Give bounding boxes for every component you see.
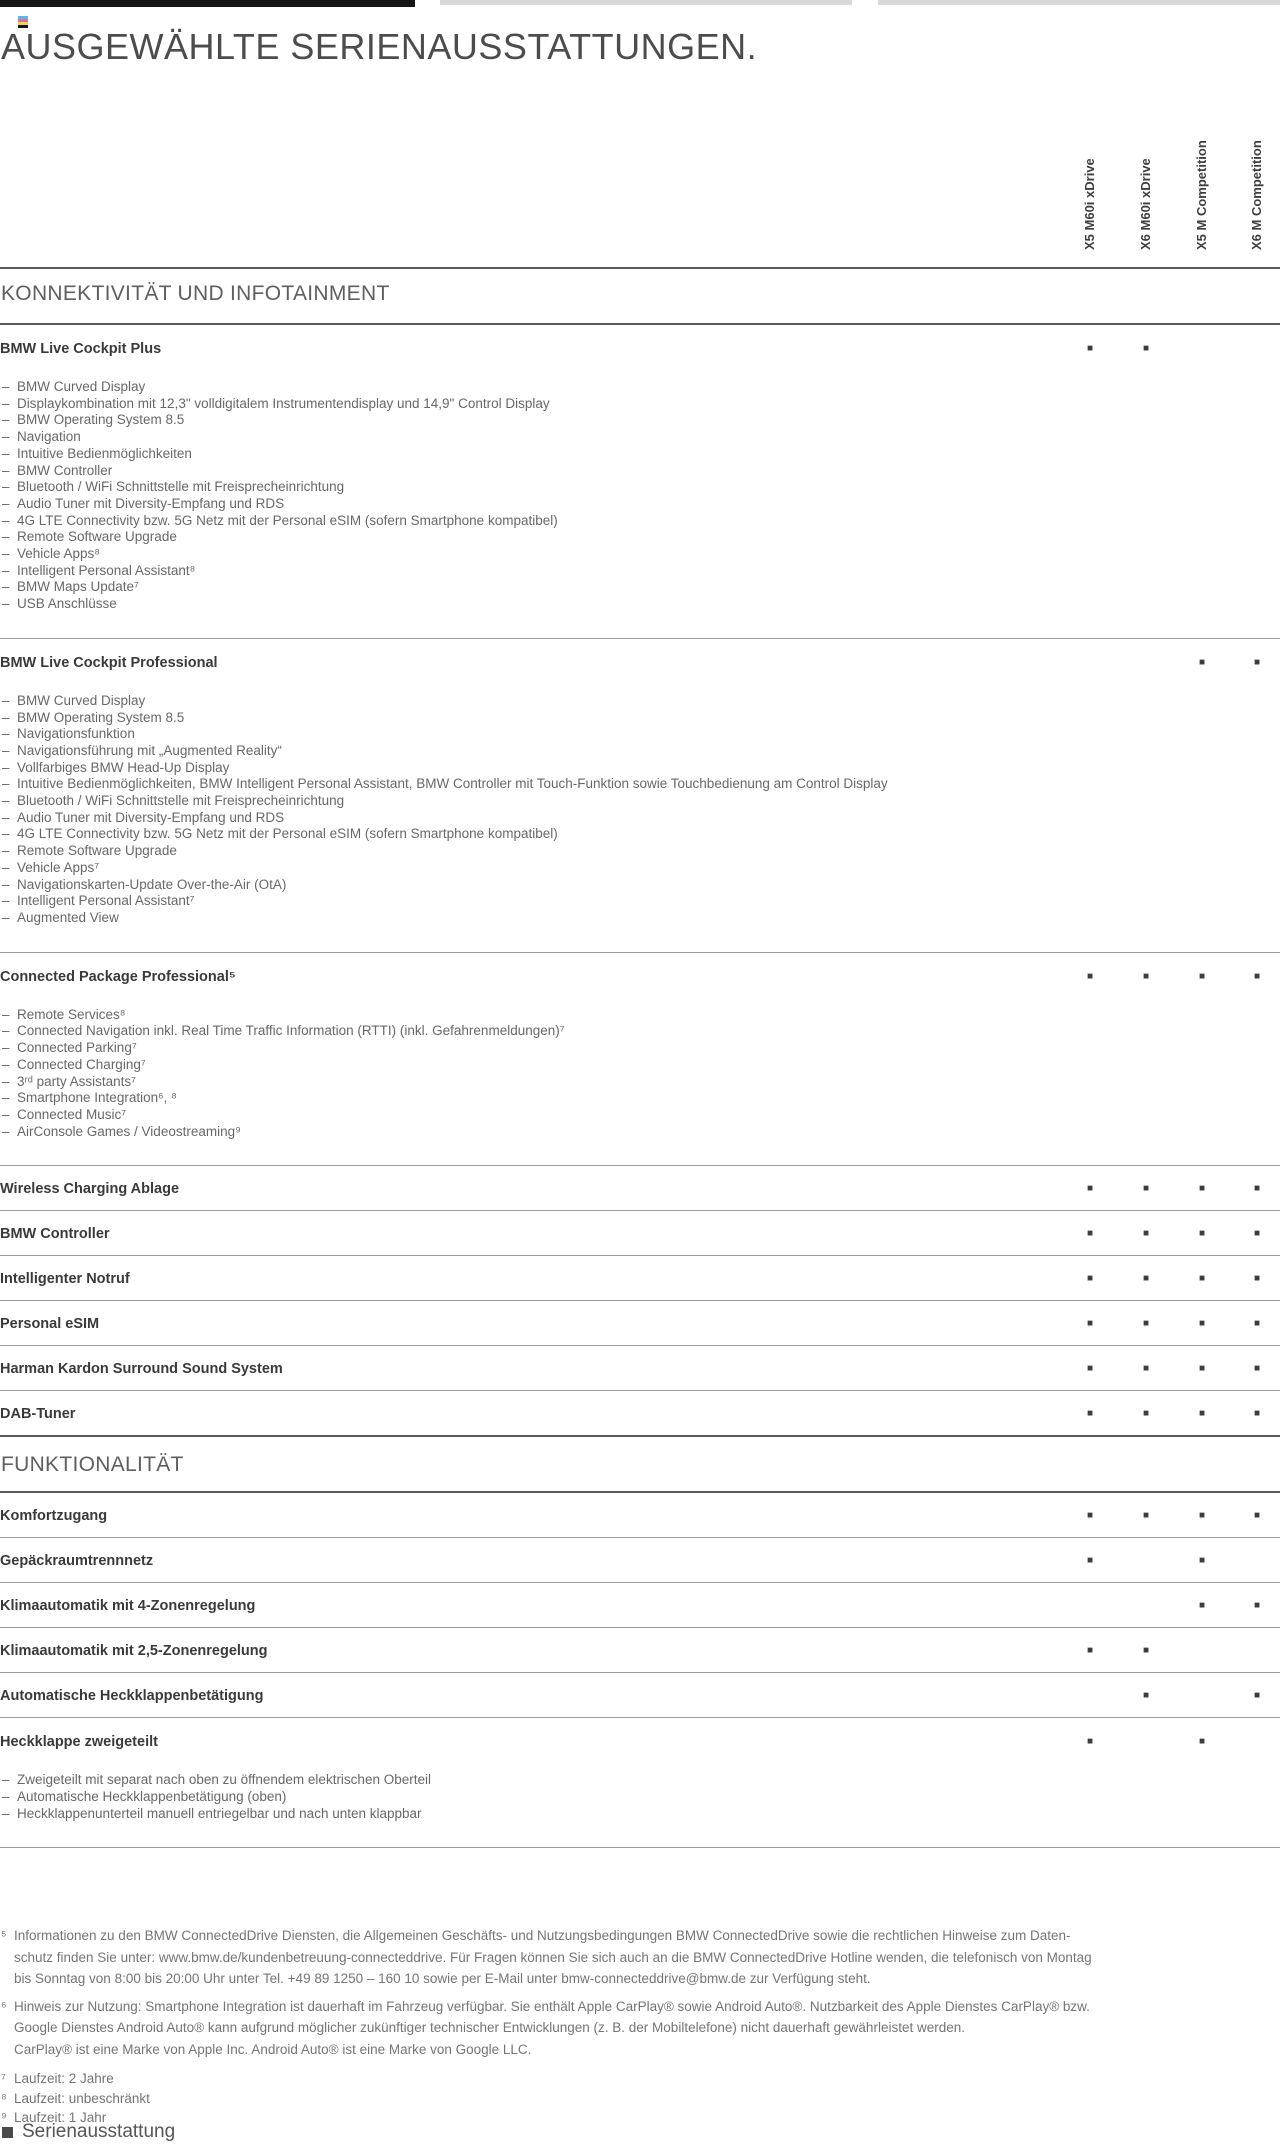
footnote-line: Hinweis zur Nutzung: Smartphone Integration ist dauerhaft im Fahrzeug verfügbar. Sie enthält Apple CarPlay® sowie Android Auto®. Nutzbarkeit des Apple Dienstes CarPlay® bzw.	[14, 1998, 1090, 2014]
standard-equipment-mark: ■	[1142, 1510, 1150, 1522]
standard-equipment-mark: ■	[1142, 1408, 1150, 1420]
row-label: Automatische Heckklappenbetätigung	[0, 1688, 264, 1705]
feature-item: – BMW Curved Display	[0, 693, 1280, 710]
feature-item: – Audio Tuner mit Diversity-Empfang und RDS	[0, 496, 1280, 513]
feature-item: – Intuitive Bedienmöglichkeiten	[0, 446, 1280, 463]
standard-equipment-mark: ■	[1198, 1363, 1206, 1375]
footnote-line: schutz finden Sie unter: www.bmw.de/kundenbetreuung-connecteddrive. Für Fragen können Sie sich auch an die BMW ConnectedDrive Hotline wenden, die telefonisch von Montag	[14, 1949, 1092, 1965]
row-label: Klimaautomatik mit 4-Zonenregelung	[0, 1598, 256, 1615]
standard-equipment-mark: ■	[1253, 1408, 1261, 1420]
feature-item: – Remote Software Upgrade	[0, 843, 1280, 860]
footnote-7	[0, 2069, 1280, 2089]
standard-equipment-mark: ■	[1142, 1228, 1150, 1240]
footnote-9	[0, 2108, 1280, 2128]
standard-equipment-mark: ■	[1142, 1363, 1150, 1375]
table-row	[0, 1538, 1280, 1583]
footnote-number: ⁷	[1, 2071, 6, 2086]
feature-item: – Connected Parking⁷	[0, 1040, 1280, 1057]
feature-sublist	[0, 379, 1280, 613]
feature-item: – 3ʳᵈ party Assistants⁷	[0, 1074, 1280, 1091]
table-row	[0, 1346, 1280, 1391]
row-label: Gepäckraumtrennnetz	[0, 1553, 154, 1570]
table-row	[0, 1583, 1280, 1628]
feature-item: – Intelligent Personal Assistant⁷	[0, 893, 1280, 910]
feature-item: – Vehicle Apps⁷	[0, 860, 1280, 877]
column-header-x6-m60i: X6 M60i xDrive	[1138, 158, 1153, 250]
standard-equipment-mark: ■	[1142, 1645, 1150, 1657]
feature-item: – 4G LTE Connectivity bzw. 5G Netz mit der Personal eSIM (sofern Smartphone kompatibel)	[0, 513, 1280, 530]
row-label: BMW Live Cockpit Plus	[0, 341, 162, 357]
standard-equipment-mark: ■	[1253, 970, 1261, 982]
footnote-number: ⁹	[1, 2110, 7, 2125]
standard-equipment-mark: ■	[1198, 1600, 1206, 1612]
standard-equipment-mark: ■	[1198, 1273, 1206, 1285]
feature-item: – Bluetooth / WiFi Schnittstelle mit Freisprecheinrichtung	[0, 479, 1280, 496]
feature-item: – BMW Operating System 8.5	[0, 412, 1280, 429]
standard-equipment-mark: ■	[1086, 1318, 1094, 1330]
footnote-line: CarPlay® ist eine Marke von Apple Inc. Android Auto® ist eine Marke von Google LLC.	[14, 2041, 532, 2057]
standard-equipment-mark: ■	[1142, 970, 1150, 982]
standard-equipment-mark: ■	[1142, 1273, 1150, 1285]
footnote-line: Google Dienstes Android Auto® kann aufgrund möglicher zukünftiger technischer Entwicklungen (z. B. der Mobiltelefone) nicht dauerhaft gewährleistet werden.	[14, 2020, 965, 2035]
table-row	[0, 1166, 1280, 1211]
feature-sublist	[0, 1772, 1280, 1822]
feature-item: – 4G LTE Connectivity bzw. 5G Netz mit der Personal eSIM (sofern Smartphone kompatibel)	[0, 826, 1280, 843]
feature-sublist	[0, 693, 1280, 927]
standard-equipment-mark: ■	[1198, 970, 1206, 982]
legend-label: Serienausstattung	[22, 2121, 176, 2142]
standard-equipment-mark: ■	[1086, 1555, 1094, 1567]
table-row	[0, 1211, 1280, 1256]
footnote-8	[0, 2089, 1280, 2109]
standard-equipment-mark: ■	[1198, 1228, 1206, 1240]
standard-equipment-mark: ■	[1253, 1273, 1261, 1285]
section-heading-konnektivitaet: KONNEKTIVITÄT UND INFOTAINMENT	[0, 269, 1280, 325]
row-label: Intelligenter Notruf	[0, 1271, 130, 1288]
standard-equipment-mark: ■	[1086, 1736, 1094, 1748]
standard-equipment-mark: ■	[1253, 1600, 1261, 1612]
standard-equipment-mark: ■	[1198, 1408, 1206, 1420]
standard-equipment-mark: ■	[1198, 1555, 1206, 1567]
standard-equipment-mark: ■	[1086, 970, 1094, 982]
row-label: Heckklappe zweigeteilt	[0, 1734, 158, 1751]
feature-item: – Heckklappenunterteil manuell entriegelbar und nach unten klappbar	[0, 1806, 1280, 1823]
footnote-6	[0, 1996, 1280, 2061]
feature-item: – Navigationsfunktion	[0, 726, 1280, 743]
standard-equipment-mark: ■	[1253, 1510, 1261, 1522]
standard-equipment-mark: ■	[1142, 1318, 1150, 1330]
feature-item: – BMW Curved Display	[0, 379, 1280, 396]
page-title: AUSGEWÄHLTE SERIENAUSSTATTUNGEN.	[1, 26, 758, 67]
standard-equipment-mark: ■	[1253, 1690, 1261, 1702]
footnote-line: bis Sonntag von 8:00 bis 20:00 Uhr unter Tel. +49 89 1250 – 160 10 sowie per E-Mail unter bmw-connecteddrive@bmw.de zur Verfügung steht.	[14, 1971, 871, 1986]
footnote-line: Laufzeit: 2 Jahre	[14, 2071, 114, 2086]
equipment-table	[0, 267, 1280, 1848]
feature-item: – BMW Maps Update⁷	[0, 579, 1280, 596]
feature-item: – Connected Navigation inkl. Real Time Traffic Information (RTTI) (inkl. Gefahrenmeldungen)⁷	[0, 1023, 1280, 1040]
standard-equipment-mark: ■	[1142, 1183, 1150, 1195]
footnote-line: Laufzeit: 1 Jahr	[14, 2110, 107, 2125]
standard-equipment-mark: ■	[1086, 343, 1094, 354]
footnote-line: Informationen zu den BMW ConnectedDrive Diensten, die Allgemeinen Geschäfts- und Nutzungsbedingungen BMW ConnectedDrive sowie die rechtlichen Hinweise zum Daten-	[14, 1928, 1071, 1943]
feature-item: – Vollfarbiges BMW Head-Up Display	[0, 760, 1280, 777]
legend-serienausstattung	[2, 2121, 175, 2143]
standard-equipment-mark: ■	[1086, 1363, 1094, 1375]
standard-equipment-mark: ■	[1086, 1645, 1094, 1657]
feature-item: – Bluetooth / WiFi Schnittstelle mit Freisprecheinrichtung	[0, 793, 1280, 810]
feature-item: – USB Anschlüsse	[0, 596, 1280, 613]
standard-equipment-mark: ■	[1086, 1228, 1094, 1240]
table-row	[0, 1256, 1280, 1301]
standard-equipment-mark: ■	[1198, 1736, 1206, 1748]
table-row	[0, 325, 1280, 639]
standard-equipment-mark: ■	[1198, 1318, 1206, 1330]
feature-item: – Navigation	[0, 429, 1280, 446]
standard-equipment-mark: ■	[1198, 656, 1206, 668]
feature-item: – Intelligent Personal Assistant⁸	[0, 563, 1280, 580]
standard-equipment-mark: ■	[1086, 1408, 1094, 1420]
standard-equipment-mark: ■	[1253, 1318, 1261, 1330]
feature-item: – Zweigeteilt mit separat nach oben zu öffnendem elektrischen Oberteil	[0, 1772, 1280, 1789]
feature-item: – BMW Operating System 8.5	[0, 710, 1280, 727]
feature-item: – Augmented View	[0, 910, 1280, 927]
table-row	[0, 1391, 1280, 1437]
feature-item: – Audio Tuner mit Diversity-Empfang und RDS	[0, 810, 1280, 827]
standard-equipment-mark: ■	[1253, 1183, 1261, 1195]
standard-equipment-mark: ■	[1086, 1183, 1094, 1195]
table-row	[0, 1628, 1280, 1673]
row-label: BMW Controller	[0, 1226, 110, 1243]
top-crop-bar-gray-left	[440, 0, 852, 5]
standard-equipment-mark: ■	[1198, 1510, 1206, 1522]
footnote-line: Laufzeit: unbeschränkt	[14, 2090, 150, 2106]
standard-equipment-mark: ■	[1086, 1273, 1094, 1285]
footnote-number: ⁸	[1, 2090, 7, 2106]
feature-item: – Navigationsführung mit „Augmented Reality“	[0, 743, 1280, 760]
feature-item: – Navigationskarten-Update Over-the-Air (OtA)	[0, 877, 1280, 894]
standard-equipment-mark: ■	[1253, 656, 1261, 668]
feature-sublist	[0, 1007, 1280, 1141]
column-header-x5-m60i: X5 M60i xDrive	[1082, 158, 1097, 250]
footnote-number: ⁵	[1, 1928, 7, 1943]
standard-equipment-mark: ■	[1086, 1510, 1094, 1522]
feature-item: – Smartphone Integration⁶, ⁸	[0, 1090, 1280, 1107]
filled-square-icon	[2, 2127, 13, 2138]
feature-item: – Intuitive Bedienmöglichkeiten, BMW Intelligent Personal Assistant, BMW Controller mit Touch-Funktion sowie Touchbedienung am Control Display	[0, 776, 1280, 793]
row-label: BMW Live Cockpit Professional	[0, 654, 218, 671]
table-row	[0, 1718, 1280, 1848]
feature-item: – Vehicle Apps⁸	[0, 546, 1280, 563]
table-row	[0, 953, 1280, 1167]
row-label: Komfortzugang	[0, 1508, 108, 1525]
table-row	[0, 1493, 1280, 1538]
standard-equipment-mark: ■	[1253, 1363, 1261, 1375]
footnote-5	[0, 1925, 1280, 1990]
feature-item: – Connected Music⁷	[0, 1107, 1280, 1124]
feature-item: – Remote Services⁸	[0, 1007, 1280, 1024]
section-heading-funktionalitaet: FUNKTIONALITÄT	[0, 1437, 1280, 1493]
feature-item: – Automatische Heckklappenbetätigung (oben)	[0, 1789, 1280, 1806]
column-header-x6-m-competition: X6 M Competition	[1249, 140, 1264, 250]
row-label: Harman Kardon Surround Sound System	[0, 1361, 283, 1378]
standard-equipment-mark: ■	[1142, 1690, 1150, 1702]
table-row	[0, 1301, 1280, 1346]
row-label: Connected Package Professional⁵	[0, 968, 236, 985]
row-label: Personal eSIM	[0, 1316, 100, 1333]
standard-equipment-mark: ■	[1253, 1228, 1261, 1240]
top-crop-bar-black	[0, 0, 415, 7]
feature-item: – AirConsole Games / Videostreaming⁹	[0, 1124, 1280, 1141]
feature-item: – Displaykombination mit 12,3" volldigitalem Instrumentendisplay und 14,9" Control Display	[0, 396, 1280, 413]
table-row	[0, 639, 1280, 953]
row-label: Klimaautomatik mit 2,5-Zonenregelung	[0, 1643, 268, 1660]
feature-item: – Remote Software Upgrade	[0, 529, 1280, 546]
top-crop-bar-gray-right	[878, 0, 1280, 5]
row-label: Wireless Charging Ablage	[0, 1181, 180, 1198]
feature-item: – Connected Charging⁷	[0, 1057, 1280, 1074]
footnote-number: ⁶	[1, 1998, 7, 2014]
table-row	[0, 1673, 1280, 1718]
column-header-x5-m-competition: X5 M Competition	[1194, 140, 1209, 250]
row-label: DAB-Tuner	[0, 1406, 76, 1423]
feature-item: – BMW Controller	[0, 463, 1280, 480]
standard-equipment-mark: ■	[1198, 1183, 1206, 1195]
standard-equipment-mark: ■	[1142, 343, 1150, 354]
footnotes	[0, 1925, 1280, 2128]
